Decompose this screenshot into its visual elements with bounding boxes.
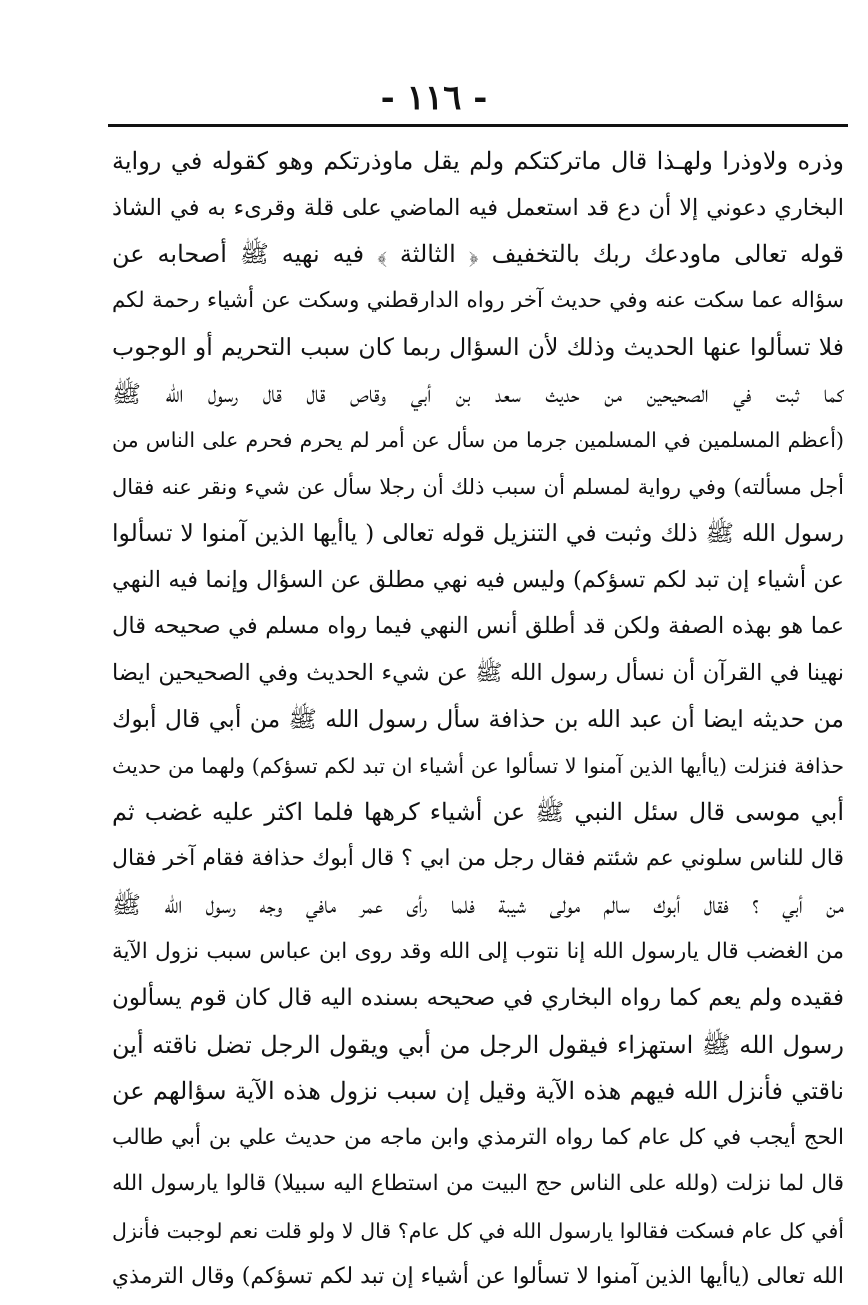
text-line: حذافة فنزلت (ياأيها الذين آمنوا لا تسألوا عن أشياء ان تبد لكم تسؤكم) ولهما من حديث [112, 753, 844, 778]
text-line: من حديثه ايضا أن عبد الله بن حذافة سأل رسول الله ﷺ من أبي قال أبوك [112, 705, 844, 733]
text-line: قال للناس سلوني عم شئتم فقال رجل من ابي ؟ قال أبوك حذافة فقام آخر فقال [112, 845, 844, 871]
text-line: فلا تسألوا عنها الحديث وذلك لأن السؤال ربما كان سبب التحريم أو الوجوب [112, 333, 844, 361]
text-line: ناقتي فأنزل الله فيهم هذه الآية وقيل إن سبب نزول هذه الآية سؤالهم عن [112, 1077, 844, 1105]
text-line: قال لما نزلت (ولله على الناس حج البيت من استطاع اليه سبيلا) قالوا يارسول الله [112, 1171, 844, 1196]
text-line: نهينا في القرآن أن نسأل رسول الله ﷺ عن شيء الحديث وفي الصحيحين ايضا [112, 659, 844, 686]
body-text [112, 138, 844, 1301]
text-line: أفي كل عام فسكت فقالوا يارسول الله في كل عام؟ قال لا ولو قلت نعم لوجبت فأنزل [112, 1218, 844, 1243]
text-line: من أبي ؟ فقال أبوك سالم مولى شيبة فلما رأى عمر مافي وجه رسول الله ﷺ [112, 891, 844, 919]
text-line: كما ثبت في الصحيحين من حديث سعد بن أبي وقاص قال قال رسول الله ﷺ [112, 379, 844, 408]
text-line: أجل مسألته) وفي رواية لمسلم أن سبب ذلك أن رجلا سأل عن شيء ونقر عنه فقال [112, 474, 844, 499]
text-line: أبي موسى قال سئل النبي ﷺ عن أشياء كرهها فلما اكثر عليه غضب ثم [112, 798, 844, 826]
text-line: وذره ولاوذرا ولهـذا قال ماتركتكم ولم يقل ماوذرتكم وهو كقوله في رواية [112, 147, 844, 175]
page-number: - ١١٦ - [380, 78, 488, 118]
text-line: الحج أيجب في كل عام كما رواه الترمذي وابن ماجه من حديث علي بن أبي طالب [112, 1124, 844, 1150]
text-line: البخاري دعوني إلا أن دع قد استعمل فيه الماضي على قلة وقرىء به في الشاذ [112, 194, 844, 221]
text-line: عما هو بهذه الصفة ولكن قد أطلق أنس النهي فيما رواه مسلم في صحيحه قال [112, 613, 844, 639]
header-rule [108, 124, 848, 127]
text-line: من الغضب قال يارسول الله إنا نتوب إلى الله وقد روى ابن عباس سبب نزول الآية [112, 938, 844, 964]
text-line: سؤاله عما سكت عنه وفي حديث آخر رواه الدارقطني وسكت عن أشياء رحمة لكم [112, 287, 844, 313]
text-line: قوله تعالى ماودعك ربك بالتخفيف ﴿ الثالثة ﴾ فيه نهيه ﷺ أصحابه عن [112, 240, 844, 268]
text-line: رسول الله ﷺ استهزاء فيقول الرجل من أبي ويقول الرجل تضل ناقته أين [112, 1030, 844, 1059]
text-line: فقيده ولم يعم كما رواه البخاري في صحيحه بسنده اليه قال كان قوم يسألون [112, 985, 844, 1011]
text-line: (أعظم المسلمين في المسلمين جرما من سأل عن أمر لم يحرم فحرم على الناس من [112, 428, 844, 452]
text-line: الله تعالى (ياأيها الذين آمنوا لا تسألوا عن أشياء إن تبد لكم تسؤكم) وقال الترمذي [112, 1264, 844, 1289]
text-line: رسول الله ﷺ ذلك وثبت في التنزيل قوله تعالى ( ياأيها الذين آمنوا لا تسألوا [112, 519, 844, 547]
text-line: عن أشياء إن تبد لكم تسؤكم) وليس فيه نهي مطلق عن السؤال وإنما فيه النهي [112, 566, 844, 593]
